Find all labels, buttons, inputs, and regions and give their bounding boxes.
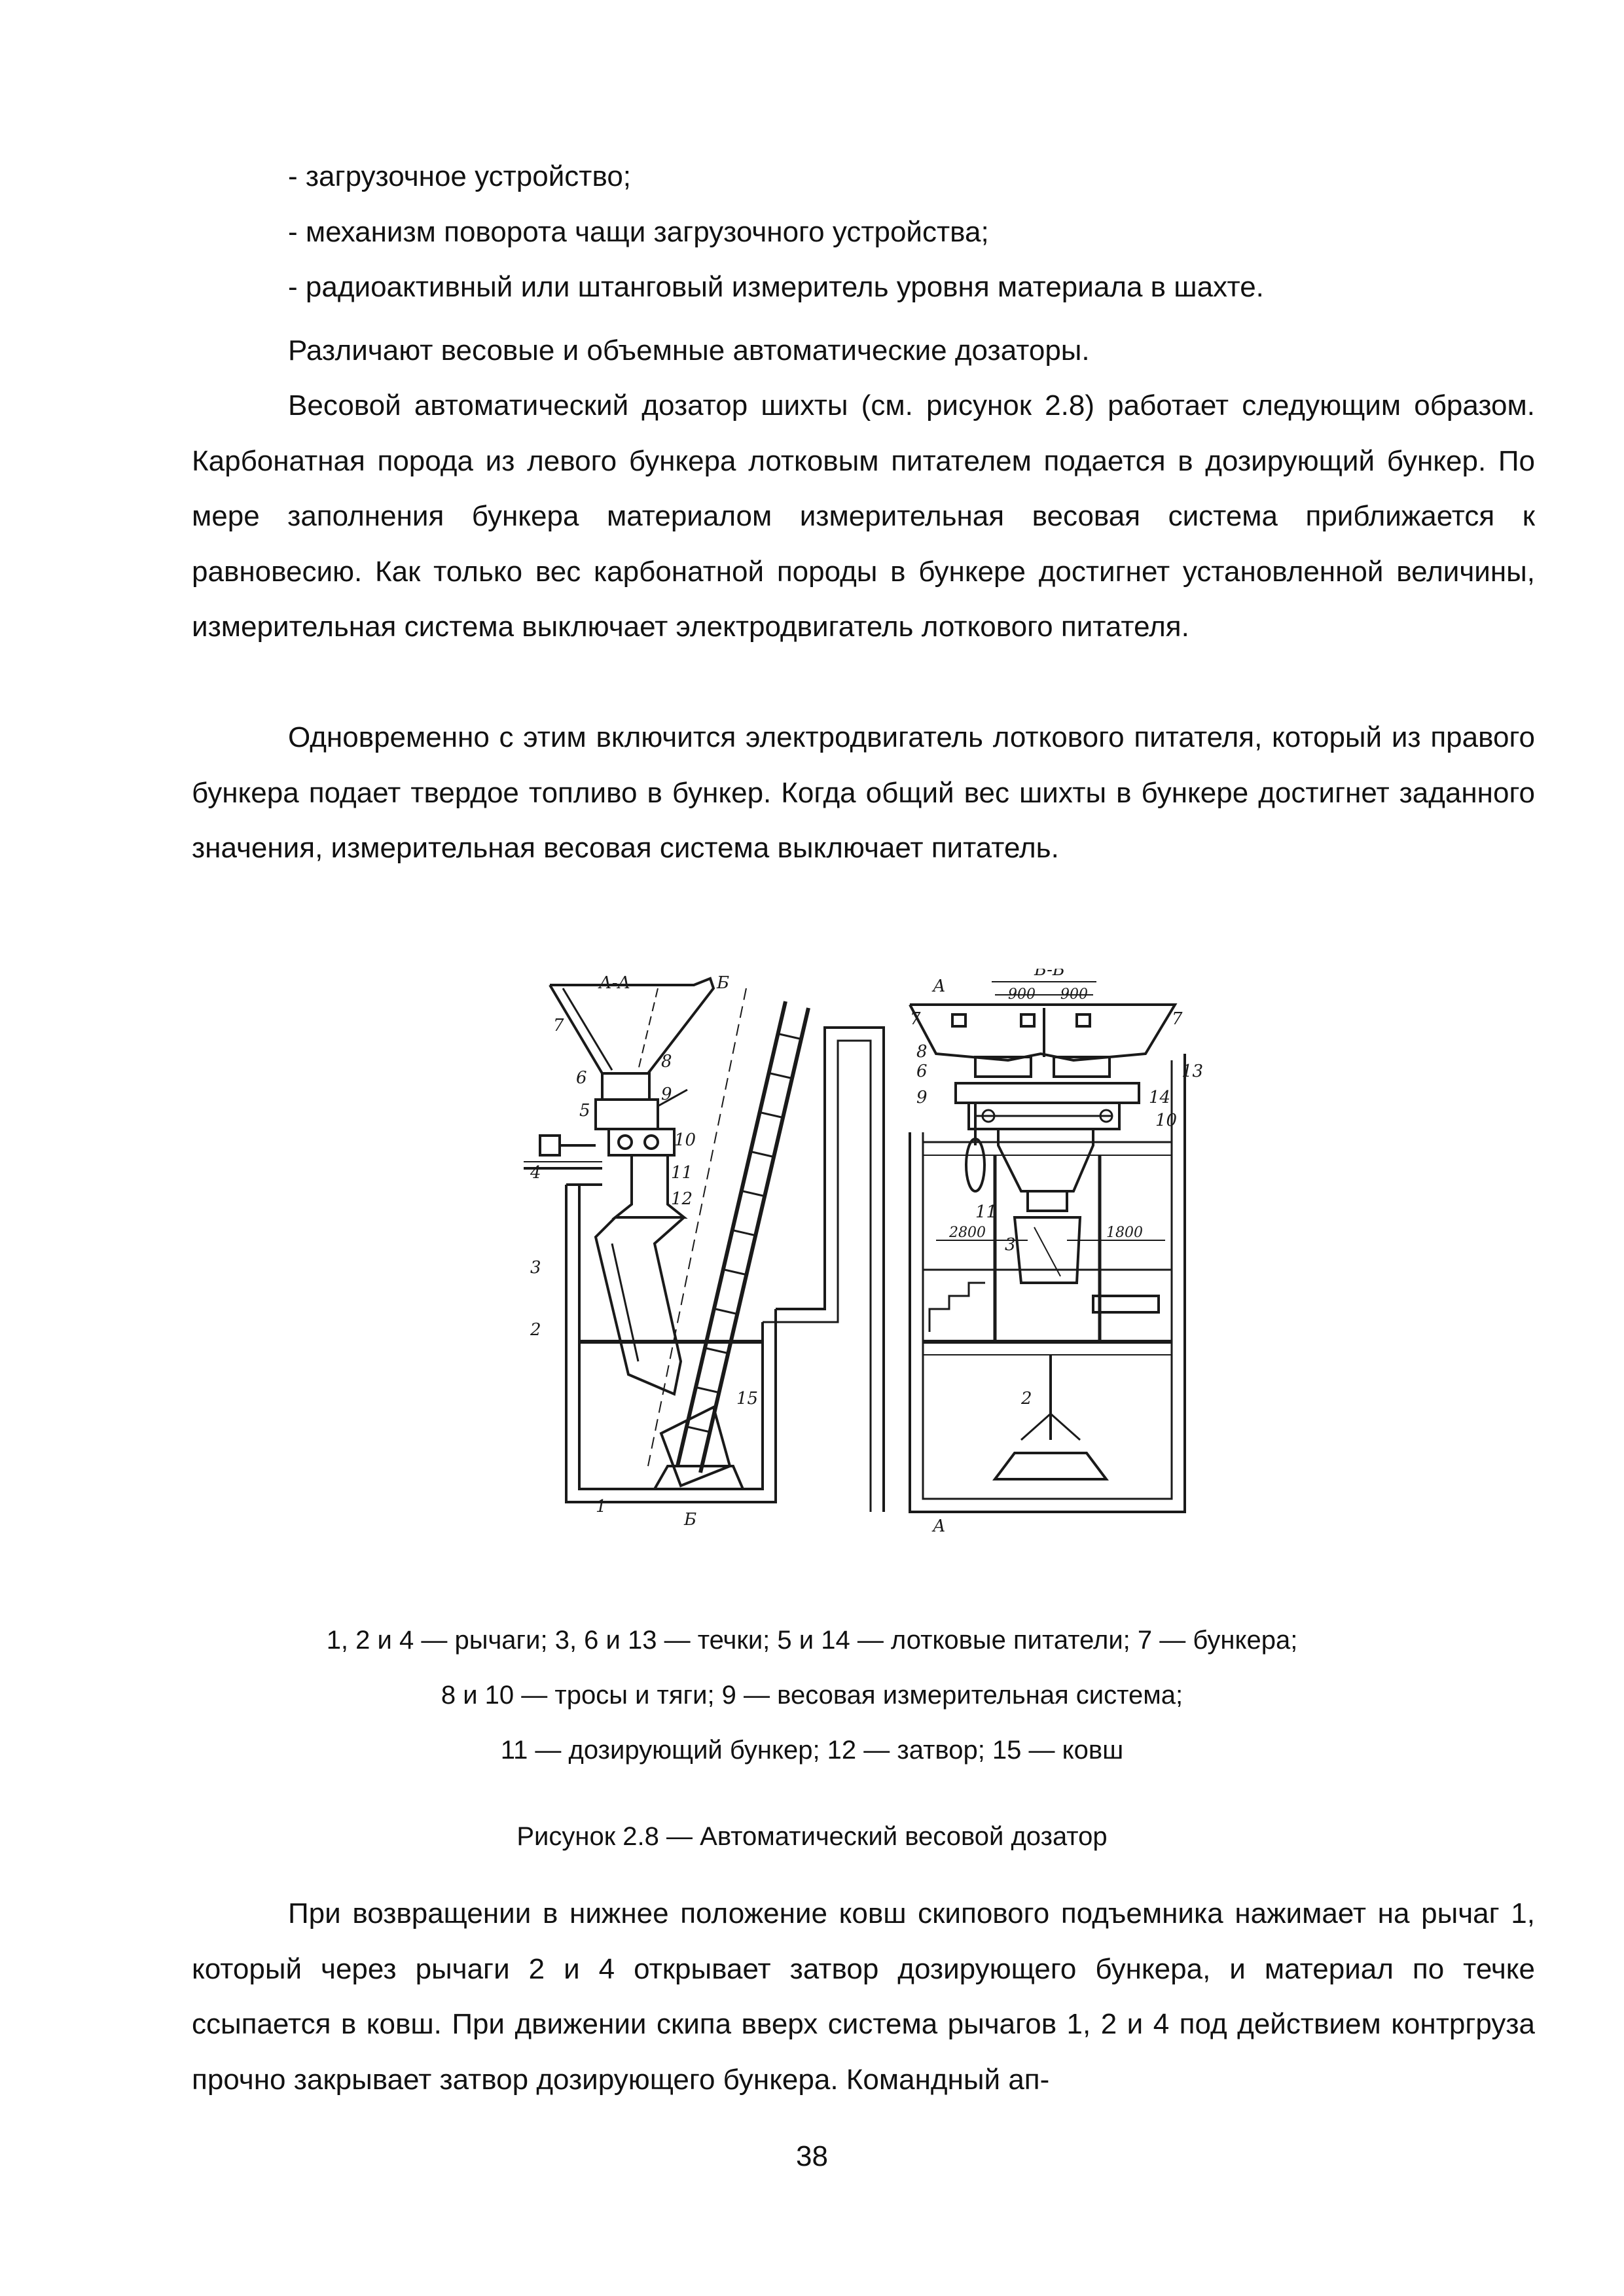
technical-drawing [517,969,1237,1590]
dimension-label: 900 [1008,986,1036,1003]
figure-legend-line: 1, 2 и 4 — рычаги; 3, 6 и 13 — течки; 5 и 14 — лотковые питатели; 7 — бункера; [326,1626,1298,1655]
list-item: - механизм поворота чащи загрузочного устройства; [288,216,989,248]
dimension-label: 900 [1060,986,1088,1003]
page-number: 38 [796,2140,828,2172]
figure-dosing-unit [517,969,1237,1590]
section-mark: А [933,977,946,996]
section-label-b: Б-Б [1034,969,1065,980]
list-item: - загрузочное устройство; [288,160,632,192]
part-label: 5 [579,1101,590,1121]
part-label: 3 [1005,1235,1016,1255]
part-label: 10 [1155,1111,1178,1130]
part-label: 7 [553,1016,564,1035]
part-label: 9 [916,1088,928,1107]
part-label: 11 [975,1202,998,1222]
paragraph: Различают весовые и объемные автоматические дозаторы. [288,334,1090,367]
paragraph: При возвращении в нижнее положение ковш скипового подъемника нажимает на рычаг 1, который через рычаги 2 и 4 открывает затвор дозирующего бункера, и материал по течке ссыпается в ковш. При движении скипа вверх система рычагов 1, 2 и 4 под действием контргруза прочно закрывает затвор дозирующего бункера. Командный ап- [192,1897,1535,2096]
part-label: 3 [530,1258,541,1278]
part-label: 7 [1172,1009,1183,1029]
part-label: 1 [596,1497,607,1516]
part-label: 9 [661,1085,672,1104]
part-label: 6 [916,1062,928,1081]
figure-legend-line: 8 и 10 — тросы и тяги; 9 — весовая измерительная система; [441,1681,1183,1710]
figure-legend-line: 11 — дозирующий бункер; 12 — затвор; 15 — ковш [500,1736,1124,1765]
part-label: 11 [671,1163,693,1183]
section-mark: А [933,1516,946,1536]
section-mark: Б [684,1510,697,1530]
part-label: 2 [530,1320,541,1340]
dimension-label: 1800 [1106,1225,1143,1241]
part-label: 14 [1149,1088,1171,1107]
section-label-a: А-А [599,973,631,993]
part-label: 8 [661,1052,672,1071]
part-label: 15 [736,1389,759,1408]
part-label: 12 [671,1189,693,1209]
part-label: 8 [916,1042,928,1062]
figure-caption: Рисунок 2.8 — Автоматический весовой дозатор [516,1822,1108,1851]
part-label: 6 [576,1068,587,1088]
list-item: - радиоактивный или штанговый измеритель уровня материала в шахте. [288,271,1264,303]
part-label: 7 [910,1009,921,1029]
dimension-label: 2800 [949,1225,986,1241]
paragraph: Одновременно с этим включится электродвигатель лоткового питателя, который из правого бункера подает твердое топливо в бункер. Когда общий вес шихты в бункере достигнет заданного значения, измерительная весовая система выключает питатель. [192,721,1535,864]
part-label: 2 [1021,1389,1032,1408]
part-label: 13 [1182,1062,1204,1081]
part-label: 10 [674,1130,696,1150]
section-mark: Б [717,973,730,993]
paragraph: Весовой автоматический дозатор шихты (см. рисунок 2.8) работает следующим образом. Карбонатная порода из левого бункера лотковым питателем подается в дозирующий бункер. По мере заполнения бункера материалом измерительная весовая система приближается к равновесию. Как только вес карбонатной породы в бункере достигнет установленной величины, измерительная система выключает электродвигатель лоткового питателя. [192,389,1535,643]
part-label: 4 [530,1163,541,1183]
